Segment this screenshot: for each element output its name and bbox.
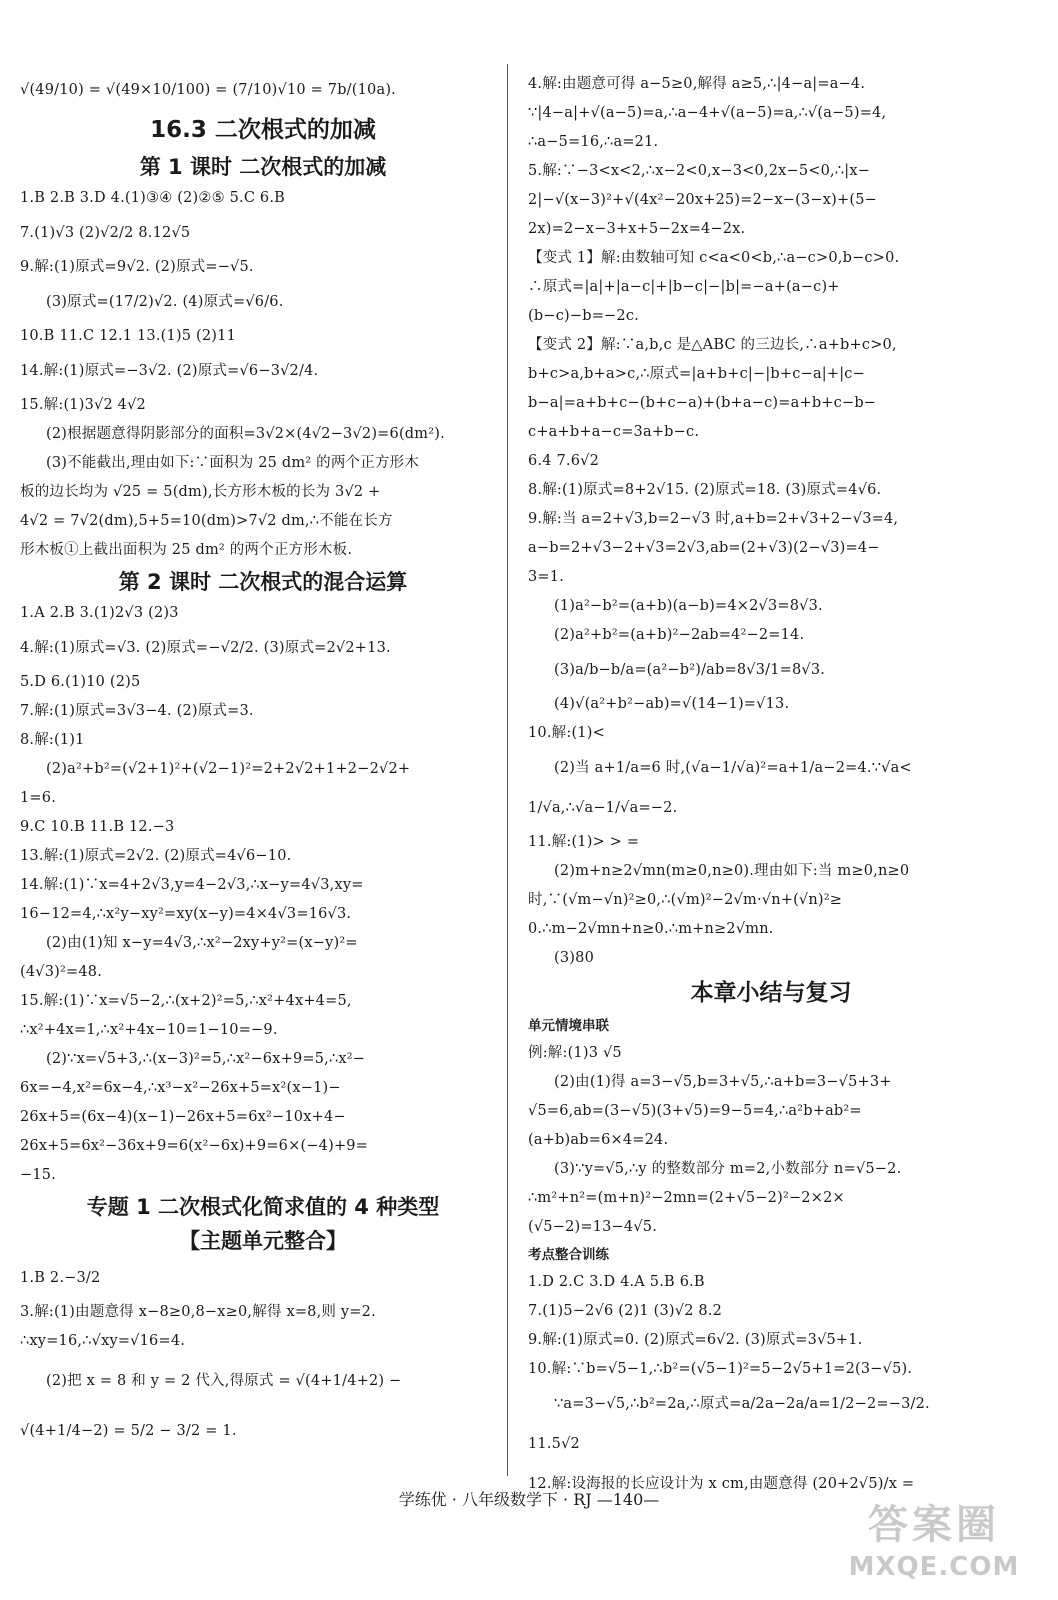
answer-line: 10.解:(1)< xyxy=(528,725,605,741)
answer-line: (3)∵y=√5,∴y 的整数部分 m=2,小数部分 n=√5−2. xyxy=(554,1161,902,1177)
answer-line: 11.解:(1)> > = xyxy=(528,834,640,850)
answer-line: (2)m+n≥2√mn(m≥0,n≥0).理由如下:当 m≥0,n≥0 xyxy=(554,863,910,879)
answer-line: ∴a−5=16,∴a=21. xyxy=(528,134,659,150)
answer-line: 例:解:(1)3 √5 xyxy=(528,1045,622,1061)
answer-line: 6.4 7.6√2 xyxy=(528,453,599,469)
answer-line: ∴m²+n²=(m+n)²−2mn=(2+√5−2)²−2×2× xyxy=(528,1190,845,1206)
answer-line: (2)由(1)得 a=3−√5,b=3+√5,∴a+b=3−√5+3+ xyxy=(554,1074,892,1090)
answer-line: b+c>a,b+a>c,∴原式=|a+b+c|−|b+c−a|+|c− xyxy=(528,366,865,382)
answer-line: (1)a²−b²=(a+b)(a−b)=4×2√3=8√3. xyxy=(554,598,823,614)
answer-line: 5.D 6.(1)10 (2)5 xyxy=(20,674,141,690)
section-heading: 本章小结与复习 xyxy=(690,980,852,1006)
section-heading: 专题 1 二次根式化简求值的 4 种类型 xyxy=(86,1195,440,1219)
answer-line: 0.∴m−2√mn+n≥0.∴m+n≥2√mn. xyxy=(528,921,774,937)
answer-line: 14.解:(1)∵x=4+2√3,y=4−2√3,∴x−y=4√3,xy= xyxy=(20,877,364,893)
answer-line: 时,∵(√m−√n)²≥0,∴(√m)²−2√m·√n+(√n)²≥ xyxy=(528,892,843,908)
answer-line: (2)根据题意得阴影部分的面积=3√2×(4√2−3√2)=6(dm²). xyxy=(46,426,445,442)
answer-line: 10.B 11.C 12.1 13.(1)5 (2)11 xyxy=(20,328,237,344)
answer-line: 3=1. xyxy=(528,569,565,585)
answer-line: (3)原式=(17/2)√2. (4)原式=√6/6. xyxy=(46,294,284,310)
answer-line: 9.解:当 a=2+√3,b=2−√3 时,a+b=2+√3+2−√3=4, xyxy=(528,511,899,527)
answer-line: 1.B 2.B 3.D 4.(1)③④ (2)②⑤ 5.C 6.B xyxy=(20,190,286,206)
answer-line: 1=6. xyxy=(20,790,57,806)
answer-line: (b−c)−b=−2c. xyxy=(528,308,639,324)
left-column xyxy=(20,70,506,1456)
answer-line: ∵a=3−√5,∴b²=2a,∴原式=a/2a−2a/a=1/2−2=−3/2. xyxy=(554,1396,930,1412)
answer-line: (2)∵x=√5+3,∴(x−3)²=5,∴x²−6x+9=5,∴x²− xyxy=(46,1051,366,1067)
answer-line: 4.解:由题意可得 a−5≥0,解得 a≥5,∴|4−a|=a−4. xyxy=(528,76,866,92)
answer-line: (3)不能截出,理由如下:∵面积为 25 dm² 的两个正方形木 xyxy=(46,455,420,471)
page-footer: 学练优 · 八年级数学下 · RJ —140— xyxy=(398,1490,660,1509)
answer-line: 14.解:(1)原式=−3√2. (2)原式=√6−3√2/4. xyxy=(20,363,319,379)
answer-line: 8.解:(1)1 xyxy=(20,732,85,748)
answer-line: 13.解:(1)原式=2√2. (2)原式=4√6−10. xyxy=(20,848,292,864)
answer-line: 7.(1)√3 (2)√2/2 8.12√5 xyxy=(20,225,191,241)
answer-line: (3)a/b−b/a=(a²−b²)/ab=8√3/1=8√3. xyxy=(554,662,826,678)
section-heading: 16.3 二次根式的加减 xyxy=(150,117,376,143)
answer-line: 1/√a,∴√a−1/√a=−2. xyxy=(528,800,678,816)
watermark-top: 答案圈 xyxy=(868,1502,1000,1548)
answer-line: 2x)=2−x−3+x+5−2x=4−2x. xyxy=(528,221,746,237)
answer-line: 1.A 2.B 3.(1)2√3 (2)3 xyxy=(20,605,179,621)
answer-line: 1.D 2.C 3.D 4.A 5.B 6.B xyxy=(528,1274,705,1290)
answer-line: 11.5√2 xyxy=(528,1436,580,1452)
answer-line: (3)80 xyxy=(554,950,594,966)
column-divider xyxy=(507,64,508,1476)
answer-line: √(49/10) = √(49×10/100) = (7/10)√10 = 7b/(10a). xyxy=(20,82,396,98)
right-column xyxy=(528,70,1014,1504)
watermark-logo xyxy=(834,1500,1034,1596)
answer-line: (2)把 x = 8 和 y = 2 代入,得原式 = √(4+1/4+2) − xyxy=(46,1373,402,1389)
answer-line: (2)a²+b²=(a+b)²−2ab=4²−2=14. xyxy=(554,627,805,643)
subsection-label: 单元情境串联 xyxy=(528,1018,609,1034)
answer-line: ∵|4−a|+√(a−5)=a,∴a−4+√(a−5)=a,∴√(a−5)=4, xyxy=(528,105,887,121)
answer-line: √5=6,ab=(3−√5)(3+√5)=9−5=4,∴a²b+ab²= xyxy=(528,1103,862,1119)
subsection-label: 考点整合训练 xyxy=(528,1247,609,1263)
answer-line: −15. xyxy=(20,1167,57,1183)
answer-line: 4√2 = 7√2(dm),5+5=10(dm)>7√2 dm,∴不能在长方 xyxy=(20,513,393,529)
answer-line: 5.解:∵−3<x<2,∴x−2<0,x−3<0,2x−5<0,∴|x− xyxy=(528,163,871,179)
answer-line: 12.解:设海报的长应设计为 x cm,由题意得 (20+2√5)/x = xyxy=(528,1476,915,1492)
answer-line: a−b=2+√3−2+√3=2√3,ab=(2+√3)(2−√3)=4− xyxy=(528,540,880,556)
answer-line: (2)由(1)知 x−y=4√3,∴x²−2xy+y²=(x−y)²= xyxy=(46,935,358,951)
answer-line: 【变式 1】解:由数轴可知 c<a<0<b,∴a−c>0,b−c>0. xyxy=(528,250,900,266)
answer-line: (√5−2)=13−4√5. xyxy=(528,1219,658,1235)
section-heading: 第 1 课时 二次根式的加减 xyxy=(139,155,387,179)
answer-line: 3.解:(1)由题意得 x−8≥0,8−x≥0,解得 x=8,则 y=2. xyxy=(20,1304,376,1320)
answer-line: (4)√(a²+b²−ab)=√(14−1)=√13. xyxy=(554,696,790,712)
answer-line: 8.解:(1)原式=8+2√15. (2)原式=18. (3)原式=4√6. xyxy=(528,482,882,498)
answer-line: 15.解:(1)3√2 4√2 xyxy=(20,397,146,413)
answer-line: 4.解:(1)原式=√3. (2)原式=−√2/2. (3)原式=2√2+13. xyxy=(20,640,391,656)
answer-line: 6x=−4,x²=6x−4,∴x³−x²−26x+5=x²(x−1)− xyxy=(20,1080,341,1096)
section-heading: 【主题单元整合】 xyxy=(179,1229,347,1253)
answer-line: 9.解:(1)原式=0. (2)原式=6√2. (3)原式=3√5+1. xyxy=(528,1332,863,1348)
answer-line: 9.C 10.B 11.B 12.−3 xyxy=(20,819,175,835)
answer-line: 形木板①上截出面积为 25 dm² 的两个正方形木板. xyxy=(20,542,353,558)
answer-line: (4√3)²=48. xyxy=(20,964,103,980)
answer-line: ∴原式=|a|+|a−c|+|b−c|−|b|=−a+(a−c)+ xyxy=(528,279,840,295)
answer-line: c+a+b+a−c=3a+b−c. xyxy=(528,424,700,440)
answer-line: ∴x²+4x=1,∴x²+4x−10=1−10=−9. xyxy=(20,1022,278,1038)
answer-line: 7.(1)5−2√6 (2)1 (3)√2 8.2 xyxy=(528,1303,723,1319)
answer-line: 7.解:(1)原式=3√3−4. (2)原式=3. xyxy=(20,703,254,719)
answer-line: 10.解:∵b=√5−1,∴b²=(√5−1)²=5−2√5+1=2(3−√5). xyxy=(528,1361,913,1377)
answer-line: 2|−√(x−3)²+√(4x²−20x+25)=2−x−(3−x)+(5− xyxy=(528,192,877,208)
answer-line: 板的边长均为 √25 = 5(dm),长方形木板的长为 3√2 + xyxy=(20,484,381,500)
answer-line: 26x+5=6x²−36x+9=6(x²−6x)+9=6×(−4)+9= xyxy=(20,1138,369,1154)
answer-line: 16−12=4,∴x²y−xy²=xy(x−y)=4×4√3=16√3. xyxy=(20,906,352,922)
answer-line: 15.解:(1)∵x=√5−2,∴(x+2)²=5,∴x²+4x+4=5, xyxy=(20,993,352,1009)
answer-line: 26x+5=(6x−4)(x−1)−26x+5=6x²−10x+4− xyxy=(20,1109,346,1125)
answer-line: (2)当 a+1/a=6 时,(√a−1/√a)²=a+1/a−2=4.∵√a< xyxy=(554,760,912,776)
section-heading: 第 2 课时 二次根式的混合运算 xyxy=(118,570,408,594)
answer-line: 9.解:(1)原式=9√2. (2)原式=−√5. xyxy=(20,259,254,275)
answer-line: 1.B 2.−3/2 xyxy=(20,1270,101,1286)
answer-line: (2)a²+b²=(√2+1)²+(√2−1)²=2+2√2+1+2−2√2+ xyxy=(46,761,411,777)
watermark-bottom: MXQE.COM xyxy=(848,1552,1020,1582)
answer-line: 【变式 2】解:∵a,b,c 是△ABC 的三边长,∴a+b+c>0, xyxy=(528,337,897,353)
answer-line: (a+b)ab=6×4=24. xyxy=(528,1132,669,1148)
answer-line: √(4+1/4−2) = 5/2 − 3/2 = 1. xyxy=(20,1423,237,1439)
answer-line: b−a|=a+b+c−(b+c−a)+(b+a−c)=a+b+c−b− xyxy=(528,395,877,411)
answer-line: ∴xy=16,∴√xy=√16=4. xyxy=(20,1333,186,1349)
